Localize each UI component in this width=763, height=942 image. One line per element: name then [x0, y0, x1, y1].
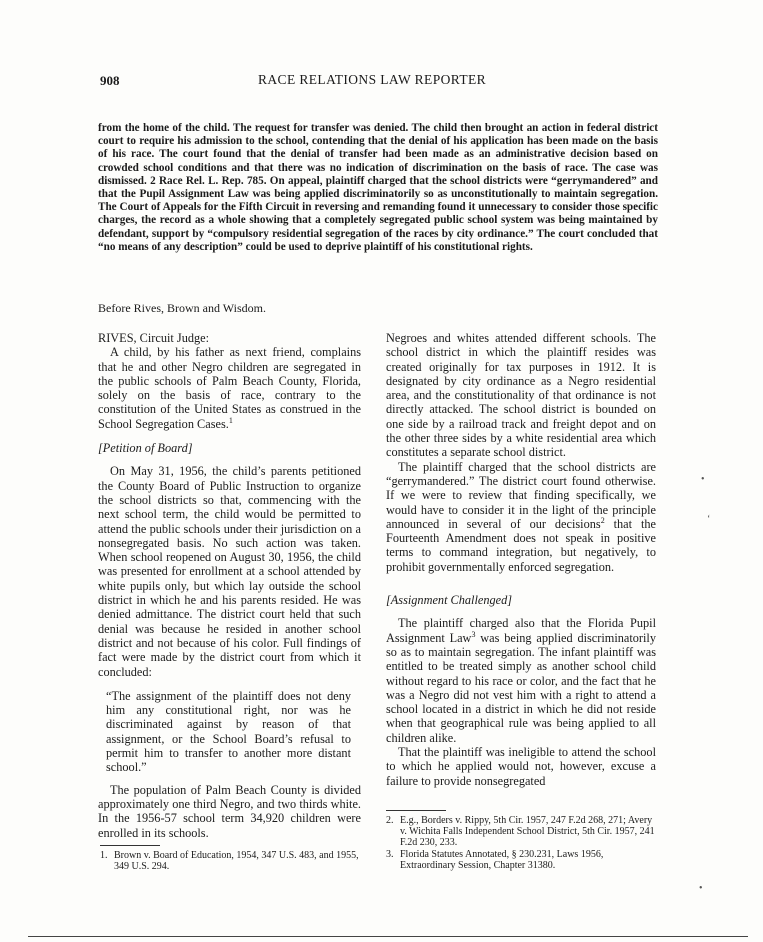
- syllabus-paragraph: from the home of the child. The request for transfer was denied. The child then brought an action in federal district court to require his admission to the school, contending that the denial of his application has been made on the basis of his race. The court found that the denial of transfer had been made as an administrative decision based on crowded school conditions and that there was no indication of discrimination on the basis of race. The case was dismissed. 2 Race Rel. L. Rep. 785. On appeal, plaintiff charged that the school districts were “gerrymandered” and that the Pupil Assignment Law was being applied discriminatorily so as unconstitutionally to maintain segregation. The Court of Appeals for the Fifth Circuit in reversing and remanding found it unnecessary to consider those specific charges, the record as a whole showing that a completely segregated public school system was being maintained by defendant, support by “compulsory residential segregation of the races by city ordinance.” The court concluded that “no means of any description” could be used to deprive plaintiff of his constitutional rights.: [98, 122, 658, 253]
- block-quote: “The assignment of the plaintiff does not deny him any constitutional right, nor was he discriminated against by reason of that assignment, or the School Board’s refusal to permit him to transfer to another more distant school.”: [106, 688, 351, 775]
- panel-line: Before Rives, Brown and Wisdom.: [98, 301, 266, 315]
- scan-mark: •: [699, 883, 703, 894]
- footnote-3: 3. Florida Statutes Annotated, § 230.231, Laws 1956, Extraordinary Session, Chapter 31380.: [386, 849, 604, 872]
- footnote-1: 1. Brown v. Board of Education, 1954, 347 U.S. 483, and 1955, 349 U.S. 294.: [100, 850, 359, 873]
- footnote-divider: [100, 845, 160, 846]
- footnote-ref-2: 2: [600, 515, 605, 525]
- scan-mark: •: [701, 474, 705, 485]
- section-heading-assignment: [Assignment Challenged]: [386, 593, 513, 608]
- scan-mark: ‘: [707, 514, 711, 525]
- footnote-ref-1: 1: [228, 415, 233, 425]
- footnote-divider: [386, 810, 446, 811]
- opinion-paragraph: A child, by his father as next friend, complains that he and other Negro children are segregated in the public schools of Palm Beach County, Florida, solely on the basis of race, contrary to the constitution of the United States as construed in the School Segregation Cases.$^1$: [98, 345, 361, 431]
- opinion-paragraph: That the plaintiff was ineligible to attend the school to which he applied would not, however, excuse a failure to provide nonsegregated: [386, 745, 656, 788]
- judge-name: RIVES, Circuit Judge:: [98, 331, 210, 345]
- footnote-ref-3: 3: [471, 629, 476, 639]
- opinion-paragraph: The plaintiff charged also that the Florida Pupil Assignment Law$^3$ was being applied discriminatorily so as to maintain segregation. The infant plaintiff was entitled to be treated simply as another school child without regard to his race or color, and the fact that he was a Negro did not vest him with a right to attend a school located in a district in which he did not reside when that geographical rule was being applied to all children alike.: [386, 616, 656, 745]
- opinion-paragraph: The population of Palm Beach County is divided approximately one third Negro, and two thirds white. In the 1956-57 school term 34,920 children were enrolled in its schools.: [98, 782, 361, 840]
- opinion-paragraph: Negroes and whites attended different schools. The school district in which the plaintiff resides was created originally for tax purposes in 1912. It is designated by city ordinance as a Negro residential area, and the constitutionality of that ordinance is not directly attacked. The school district is bounded on one side by a railroad track and freight depot and on the other three sides by a white residential area which constitutes a separate school district.: [386, 331, 656, 460]
- footnote-2: 2. E.g., Borders v. Rippy, 5th Cir. 1957, 247 F.2d 268, 271; Avery v. Wichita Falls Independent School District, 5th Cir. 1957, 241 F.2d 230, 233.: [386, 815, 655, 849]
- right-column: [386, 331, 656, 788]
- running-head: RACE RELATIONS LAW REPORTER: [258, 72, 487, 87]
- opinion-paragraph: On May 31, 1956, the child’s parents petitioned the County Board of Public Instruction to organize the school districts so that, commencing with the next school term, the child would be permitted to attend the public schools under their jurisdiction on a nonsegregated basis. No such action was taken. When school reopened on August 30, 1956, the child was presented for enrollment at a school attended by white pupils only, but which lay outside the school district in which he and his parents resided. He was denied admittance. The district court held that such denial was because he resided in another school district and not because of his color. Full findings of fact were made by the district court from which it concluded:: [98, 464, 361, 679]
- left-column: [98, 331, 361, 840]
- page-bottom-rule: [28, 936, 748, 937]
- opinion-paragraph: The plaintiff charged that the school districts are “gerrymandered.” The district court found otherwise. If we were to review that finding specifically, we would have to consider it in the light of the principle announced in several of our decisions$^2$ that the Fourteenth Amendment does not speak in positive terms to command integration, but negatively, to prohibit governmentally enforced segregation.: [386, 459, 656, 574]
- page-number: 908: [100, 73, 120, 88]
- section-heading-petition: [Petition of Board]: [98, 441, 193, 456]
